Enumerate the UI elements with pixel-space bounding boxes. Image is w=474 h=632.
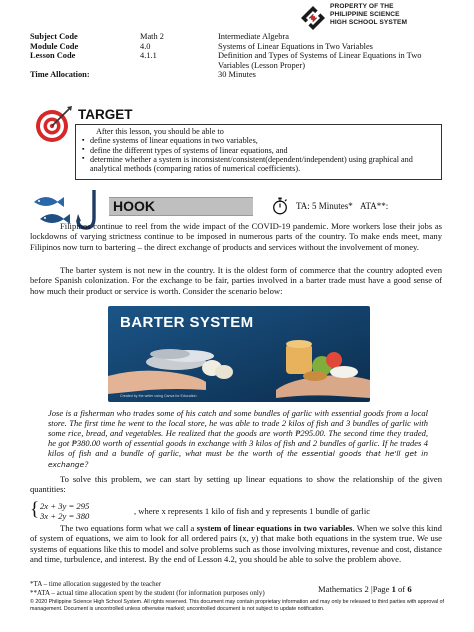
footnote-ta: *TA – time allocation suggested by the teacher	[30, 580, 162, 588]
stopwatch-icon	[272, 197, 288, 215]
lesson-row: Lesson Code 4.1.1 Definition and Types of Systems of Linear Equations in Two Variables (Lesson Proper)	[30, 51, 422, 70]
equation-brace: {	[30, 499, 40, 520]
lesson-info-table	[30, 32, 474, 80]
actual-time-allocation: ATA**:	[360, 201, 389, 211]
objective-item: ▪ determine whether a system is inconsistent/consistent(dependent/independent) using graphical and analytical methods (comparing ratios of numerical coefficients).	[82, 155, 435, 174]
objective-item: ▪ define the different types of systems of linear equations, and	[82, 146, 435, 155]
paragraph-setup: To solve this problem, we can start by setting up linear equations to show the relationship of the given quantities:	[30, 474, 442, 495]
pshs-logo	[300, 3, 407, 31]
copyright-notice: © 2020 Philippine Science High School System. All rights reserved. This document may contain proprietary information and may only be released to third parties with approval of management. Document is uncontrolled unless otherwise marked; uncontrolled document is not subject to update notification.	[30, 599, 444, 613]
equation-1: 2x + 3y = 295	[40, 501, 90, 511]
time-allocation: TA: 5 Minutes*	[296, 201, 353, 211]
barter-image-title: BARTER SYSTEM	[120, 314, 254, 331]
target-objectives-box	[75, 124, 442, 180]
hook-heading: HOOK	[113, 198, 155, 214]
time-row: Time Allocation: 30 Minutes	[30, 70, 256, 80]
objectives-list	[82, 136, 435, 173]
paragraph-barter-history: The barter system is not new in the country. It is the oldest form of commerce that the country adopted even before Spanish colonization. For the exchange to be fair, parties involved in a barter trade must have a good sense of how much their product or service is worth. Consider the scenario below:	[30, 265, 442, 296]
objective-item: ▪ define systems of linear equations in two variables,	[82, 136, 435, 145]
subject-row: Subject Code Math 2 Intermediate Algebra	[30, 32, 289, 41]
objectives-intro: After this lesson, you should be able to	[96, 127, 224, 136]
variable-definition: , where x represents 1 kilo of fish and y represents 1 bundle of garlic	[134, 506, 371, 516]
logo-text: PROPERTY OF THE PHILIPPINE SCIENCE HIGH SCHOOL SYSTEM	[330, 3, 408, 27]
barter-image-credit: Created by the writer using Canva for Education	[120, 394, 197, 398]
page-indicator: Mathematics 2 |Page 1 of 6	[318, 584, 412, 594]
paragraph-definition: The two equations form what we call a system of linear equations in two variables. When we solve this kind of system of equations, we aim to look for all ordered pairs (x, y) that make both equations in the system true. We use systems of equations like this to model and solve problems such as those involving mixtures, revenue and cost, distance and time, turbulence, and interest. By the end of Lesson 4.2, you should be able to solve the problem above.	[30, 523, 442, 565]
jose-scenario: Jose is a fisherman who trades some of his catch and some bundles of garlic with essential goods from a local store. The first time he went to the local store, he was able to trade 2 kilos of fish and 3 bundles of garlic with some rice, bread, and vegetables. He realized that the goods are worth ₱295.00. The second time they traded, he got ₱380.00 worth of essential goods in exchange with 3 kilos of fish and 2 bundles of garlic. If he trades 4 kilos of fish and a bundle of garlic, what must be the worth of the essential goods that he'll get in exchange?	[48, 408, 429, 470]
target-icon	[34, 104, 74, 144]
paragraph-covid: Filipinos continue to reel from the wide impact of the COVID-19 pandemic. More workers lose their jobs as lockdowns of varying strictness continue to be imposed in numerous parts of the country. To make ends meet, many Filipinos now turn to bartering – the direct exchange of products and services without the involvement of money.	[30, 221, 442, 252]
barter-system-image	[108, 306, 370, 402]
module-row: Module Code 4.0 Systems of Linear Equations in Two Variables	[30, 41, 373, 51]
target-heading: TARGET	[78, 107, 133, 122]
equation-2: 3x + 2y = 380	[40, 511, 90, 522]
footnote-ata: **ATA – actual time allocation spent by the student (for information purposes only)	[30, 589, 265, 597]
pshs-seal-icon	[300, 5, 326, 31]
